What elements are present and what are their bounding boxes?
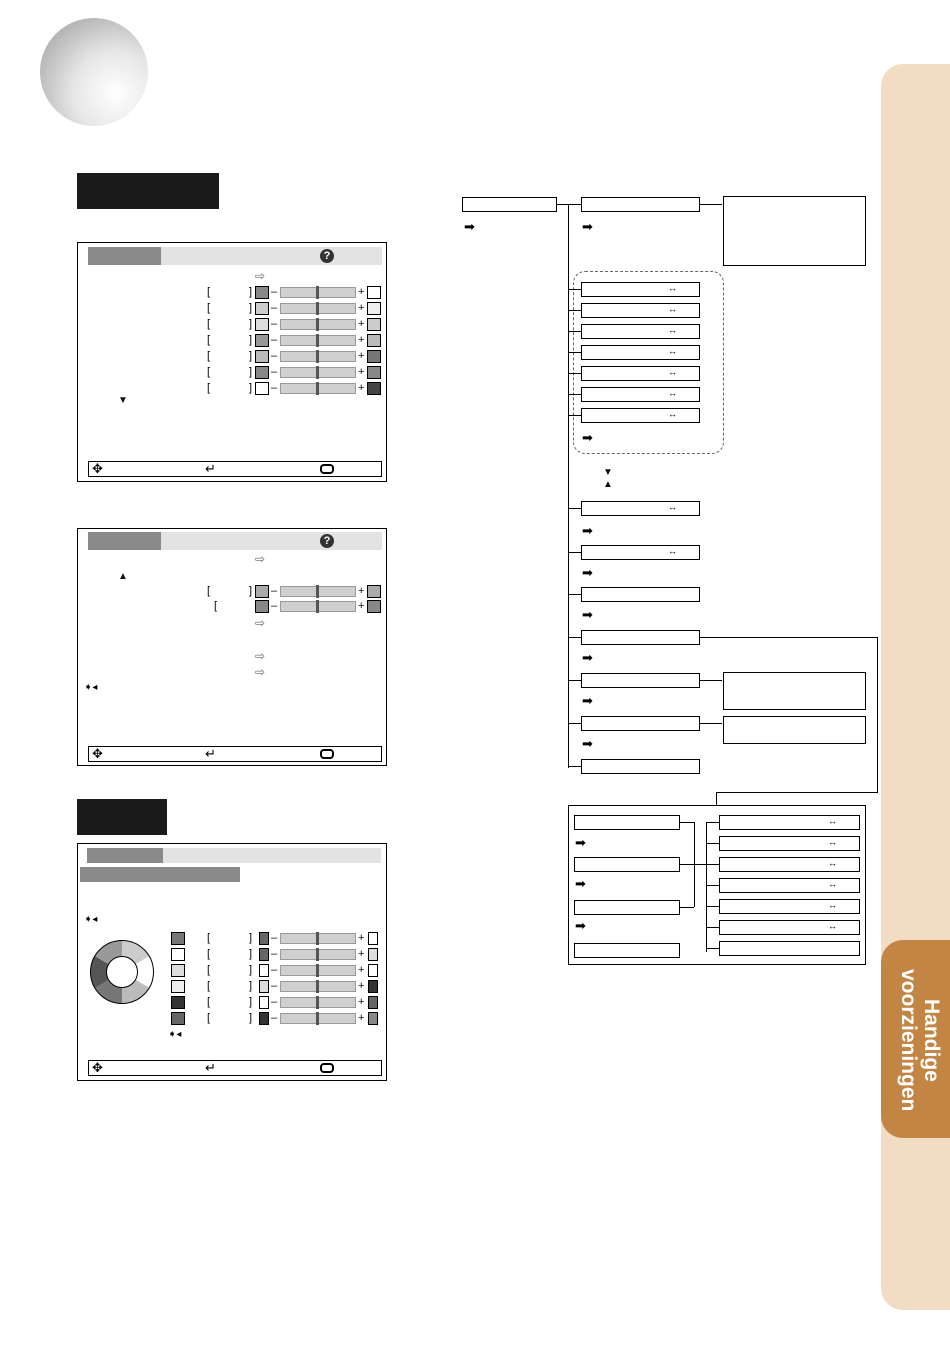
connector-line [706,885,719,886]
screen3-active-tab[interactable] [87,848,163,863]
bracket-close: ] [249,334,253,346]
reset-icon[interactable]: ➧◂ [168,1029,182,1040]
minus-sign: – [271,318,278,330]
connector-line [706,906,719,907]
slider-min-icon [259,964,269,977]
plus-sign: + [358,382,365,394]
connector-line [680,864,694,865]
menu-button-icon [320,1063,334,1073]
bracket-open: [ [207,350,211,362]
bracket-open: [ [207,334,211,346]
double-arrow-icon: ↔ [828,921,837,931]
connector-line [568,552,581,553]
slider-max-icon [367,318,381,331]
hollow-arrow-icon: ⇨ [255,665,266,679]
flow-lower-box-2[interactable] [574,857,680,872]
connector-line [694,864,706,865]
slider-knob[interactable] [316,585,319,598]
bracket-close: ] [249,1012,253,1024]
slider-knob[interactable] [316,980,319,993]
slider-min-icon [259,1012,269,1025]
connector-line [680,822,694,823]
hollow-arrow-icon: ⇨ [255,649,266,663]
color-chip [171,964,185,977]
bracket-open: [ [207,366,211,378]
connector-line [706,822,707,952]
minus-sign: – [271,980,278,992]
flow-box-1[interactable] [581,197,700,212]
flow-lower-box-3[interactable] [574,900,680,915]
flow-lower-item[interactable] [719,920,860,935]
connector-line [568,352,581,353]
slider-knob[interactable] [316,350,319,363]
flow-lower-box-1[interactable] [574,815,680,830]
bracket-close: ] [249,366,253,378]
bracket-close: ] [249,286,253,298]
minus-sign: – [271,600,278,612]
slider-max-icon [367,286,381,299]
slider-min-icon [255,334,269,347]
double-arrow-icon: ↔ [828,879,837,889]
flow-sub-box[interactable] [581,324,700,339]
slider-knob[interactable] [316,334,319,347]
connector-line [680,907,694,908]
menu-button-icon [320,749,334,759]
slider-knob[interactable] [316,600,319,613]
plus-sign: + [358,996,365,1008]
minus-sign: – [271,286,278,298]
screen3-subtitle-bar [80,867,240,882]
triangle-up-icon[interactable]: ▲ [118,571,128,582]
double-arrow-icon: ↔ [668,409,677,419]
minus-sign: – [271,1012,278,1024]
plus-sign: + [358,286,365,298]
double-arrow-icon: ↔ [668,546,677,556]
triangle-up-icon: ▲ [603,479,613,490]
bracket-open: [ [207,948,211,960]
connector-line [700,723,722,724]
plus-sign: + [358,600,365,612]
menu-button-icon [320,464,334,474]
screen2-footer-bar [88,746,382,762]
connector-line [700,637,878,638]
arrow-right-icon: ➡ [575,876,586,891]
connector-line [706,927,719,928]
slider-max-icon [367,350,381,363]
flow-sub-box[interactable] [581,408,700,423]
plus-sign: + [358,932,365,944]
slider-min-icon [255,286,269,299]
flow-lower-item[interactable] [719,899,860,914]
double-arrow-icon: ↔ [828,900,837,910]
arrow-right-icon: ➡ [582,650,593,665]
slider-min-icon [255,302,269,315]
bracket-open: [ [207,964,211,976]
double-arrow-icon: ↔ [668,304,677,314]
flow-sub-box[interactable] [581,387,700,402]
connector-line [568,373,581,374]
double-arrow-icon: ↔ [828,816,837,826]
connector-line [706,843,719,844]
minus-sign: – [271,302,278,314]
menu-screen-1 [77,242,387,482]
plus-sign: + [358,302,365,314]
connector-line [706,948,719,949]
flow-dashed-group [573,271,724,454]
flow-sub-box[interactable] [581,282,700,297]
plus-sign: + [358,334,365,346]
arrow-right-icon: ➡ [582,430,593,445]
flow-box-7[interactable] [581,716,700,731]
connector-line [568,289,581,290]
bracket-close: ] [249,318,253,330]
slider-knob[interactable] [316,382,319,395]
color-wheel-center [106,956,138,988]
minus-sign: – [271,964,278,976]
double-arrow-icon: ↔ [828,837,837,847]
flow-note-box-2 [723,672,866,710]
help-icon[interactable]: ? [320,249,334,263]
flow-note-box-1 [723,196,866,266]
connector-line [568,331,581,332]
bracket-close: ] [249,964,253,976]
double-arrow-icon: ↔ [668,325,677,335]
minus-sign: – [271,585,278,597]
double-arrow-icon: ↔ [668,388,677,398]
slider-max-icon [368,964,378,977]
flow-lower-item[interactable] [719,857,860,872]
slider-max-icon [368,948,378,961]
minus-sign: – [271,996,278,1008]
connector-line [716,792,717,806]
double-arrow-icon: ↔ [668,502,677,512]
color-chip [171,980,185,993]
color-chip [171,932,185,945]
double-arrow-icon: ↔ [668,346,677,356]
slider-min-icon [255,318,269,331]
nav-cross-icon: ✥ [92,746,103,761]
plus-sign: + [358,980,365,992]
screen3-footer-bar [88,1060,382,1076]
reset-icon[interactable]: ➧◂ [84,682,98,693]
flow-box-5[interactable] [581,630,700,645]
enter-icon: ↵ [205,746,216,761]
slider-knob[interactable] [316,318,319,331]
slider-min-icon [259,948,269,961]
minus-sign: – [271,932,278,944]
hollow-arrow-icon: ⇨ [255,269,266,283]
flow-lower-item[interactable] [719,836,860,851]
minus-sign: – [271,382,278,394]
slider-max-icon [367,585,381,598]
arrow-right-icon: ➡ [575,918,586,933]
connector-line [568,415,581,416]
arrow-right-icon: ➡ [582,523,593,538]
bracket-close: ] [249,382,253,394]
bracket-close: ] [249,948,253,960]
connector-line [568,680,581,681]
bracket-open: [ [207,286,211,298]
bracket-close: ] [249,980,253,992]
plus-sign: + [358,964,365,976]
connector-line [568,508,581,509]
slider-knob[interactable] [316,286,319,299]
connector-line [706,864,719,865]
bracket-close: ] [249,585,253,597]
side-tab-label-line1: Handige [920,998,943,1082]
slider-max-icon [367,382,381,395]
arrow-right-icon: ➡ [464,219,475,234]
slider-max-icon [368,996,378,1009]
bracket-close: ] [249,932,253,944]
arrow-right-icon: ➡ [582,219,593,234]
slider-max-icon [368,980,378,993]
connector-line [568,594,581,595]
menu-screen-2 [77,528,387,766]
slider-max-icon [367,600,381,613]
slider-min-icon [255,382,269,395]
plus-sign: + [358,366,365,378]
flow-box-3[interactable] [581,545,700,560]
slider-max-icon [367,302,381,315]
bracket-open: [ [207,318,211,330]
slider-min-icon [255,600,269,613]
arrow-right-icon: ➡ [582,736,593,751]
connector-line [557,204,581,205]
color-chip [171,1012,185,1025]
slider-min-icon [255,366,269,379]
slider-knob[interactable] [316,996,319,1009]
flow-lower-item[interactable] [719,815,860,830]
triangle-down-icon[interactable]: ▼ [118,395,128,406]
hollow-arrow-icon: ⇨ [255,552,266,566]
flow-box-4[interactable] [581,587,700,602]
plus-sign: + [358,948,365,960]
connector-line [568,766,581,767]
flow-lower-box-4[interactable] [574,943,680,958]
slider-min-icon [259,980,269,993]
nav-cross-icon: ✥ [92,461,103,476]
arrow-right-icon: ➡ [575,835,586,850]
slider-min-icon [255,350,269,363]
bracket-open: [ [207,1012,211,1024]
connector-line [716,792,878,793]
flow-sub-box[interactable] [581,345,700,360]
arrow-right-icon: ➡ [582,565,593,580]
slider-knob[interactable] [316,302,319,315]
section-label-block-1 [77,173,219,209]
minus-sign: – [271,948,278,960]
slider-knob[interactable] [316,932,319,945]
plus-sign: + [358,350,365,362]
enter-icon: ↵ [205,1060,216,1075]
double-arrow-icon: ↔ [828,858,837,868]
flow-box-2[interactable] [581,501,700,516]
color-chip [171,948,185,961]
slider-min-icon [259,996,269,1009]
triangle-down-icon: ▼ [603,467,613,478]
minus-sign: – [271,366,278,378]
connector-line [700,204,722,205]
enter-icon: ↵ [205,461,216,476]
connector-line [706,822,719,823]
screen1-footer-bar [88,461,382,477]
flow-note-box-3 [723,716,866,744]
nav-cross-icon: ✥ [92,1060,103,1075]
flow-root-box[interactable] [462,197,557,212]
slider-max-icon [367,334,381,347]
bracket-close: ] [249,302,253,314]
help-icon-2[interactable]: ? [320,534,334,548]
slider-max-icon [368,1012,378,1025]
slider-max-icon [367,366,381,379]
flow-lower-item[interactable] [719,878,860,893]
bracket-open: [ [207,932,211,944]
slider-min-icon [259,932,269,945]
minus-sign: – [271,334,278,346]
bracket-open: [ [207,302,211,314]
slider-knob[interactable] [316,1012,319,1025]
plus-sign: + [358,585,365,597]
slider-min-icon [255,585,269,598]
bracket-close: ] [249,996,253,1008]
header-circle-decoration [40,18,148,126]
arrow-right-icon: ➡ [582,693,593,708]
flow-box-6[interactable] [581,673,700,688]
flow-lower-item[interactable] [719,941,860,956]
screen2-active-tab[interactable] [88,532,161,550]
section-label-block-2 [77,799,167,835]
minus-sign: – [271,350,278,362]
connector-line [700,680,722,681]
double-arrow-icon: ↔ [668,283,677,293]
flow-box-8[interactable] [581,759,700,774]
connector-line [568,394,581,395]
side-tab-label [893,950,943,1130]
screen1-active-tab[interactable] [88,247,161,265]
bracket-open: [ [214,600,218,612]
slider-knob[interactable] [316,366,319,379]
arrow-right-icon: ➡ [582,607,593,622]
bracket-open: [ [207,996,211,1008]
connector-line [568,310,581,311]
side-tab-label-line2: voorzieningen [897,968,920,1112]
bracket-open: [ [207,585,211,597]
connector-line [568,637,581,638]
slider-knob[interactable] [316,964,319,977]
connector-line [568,723,581,724]
connector-line [877,637,878,793]
bracket-close: ] [249,350,253,362]
reset-icon[interactable]: ➧◂ [84,914,98,925]
slider-max-icon [368,932,378,945]
plus-sign: + [358,318,365,330]
color-chip [171,996,185,1009]
slider-knob[interactable] [316,948,319,961]
double-arrow-icon: ↔ [668,367,677,377]
bracket-open: [ [207,980,211,992]
plus-sign: + [358,1012,365,1024]
hollow-arrow-icon: ⇨ [255,616,266,630]
flow-sub-box[interactable] [581,366,700,381]
bracket-open: [ [207,382,211,394]
flow-sub-box[interactable] [581,303,700,318]
